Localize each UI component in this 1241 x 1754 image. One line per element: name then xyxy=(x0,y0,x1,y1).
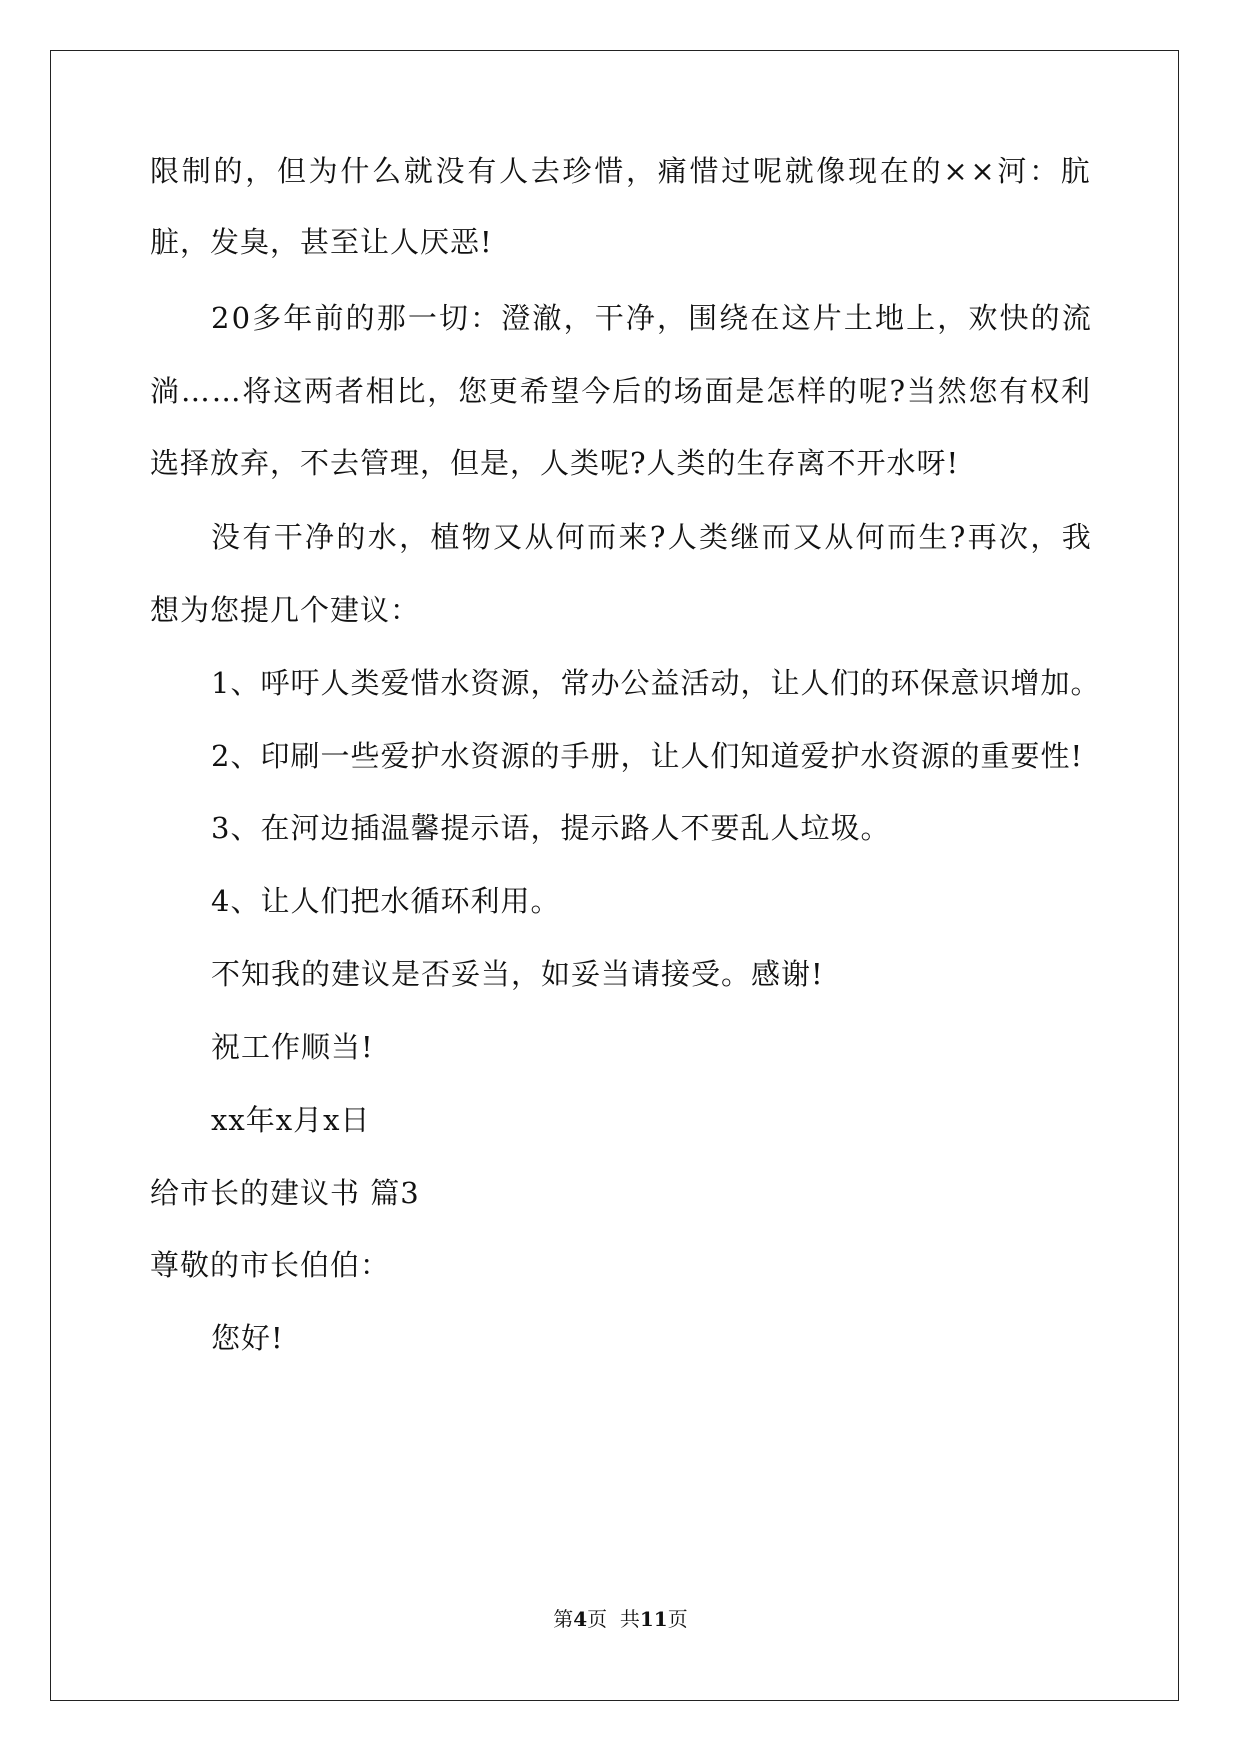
footer-current-page: 4 xyxy=(573,1607,588,1631)
body-line-7: 想为您提几个建议： xyxy=(150,593,421,627)
body-line-5: 选择放弃，不去管理，但是，人类呢?人类的生存离不开水呀! xyxy=(150,446,960,480)
body-line-1: 限 制 的 ， 但 为 什 么 就 没 有 人 去 珍 惜 ， 痛 惜 过 呢 就 像 现 在 的 × × 河 ： 肮 xyxy=(150,154,1090,188)
page-footer xyxy=(0,1606,1241,1632)
body-line-2: 脏，发臭，甚至让人厌恶! xyxy=(150,225,493,259)
body-line-12: 不知我的建议是否妥当，如妥当请接受。感谢! xyxy=(211,957,824,991)
greeting: 您好! xyxy=(211,1321,284,1355)
footer-total-pages: 11 xyxy=(639,1607,668,1631)
body-line-9: 2、印刷一些爱护水资源的手册，让人们知道爱护水资源的重要性! xyxy=(211,739,1084,773)
body-line-11: 4、让人们把水循环利用。 xyxy=(211,884,561,918)
body-line-3: 2 0 多 年 前 的 那 一 切 ： 澄 澈 ， 干 净 ， 围 绕 在 这 片 土 地 上 ， 欢 快 的 流 xyxy=(211,301,1091,335)
section-heading: 给市长的建议书 篇3 xyxy=(150,1176,420,1210)
date-line: xx年x月x日 xyxy=(211,1103,371,1137)
body-line-4: 淌 … … 将 这 两 者 相 比 ， 您 更 希 望 今 后 的 场 面 是 怎 样 的 呢 ? 当 然 您 有 权 利 xyxy=(150,374,1090,408)
body-line-10: 3、在河边插温馨提示语，提示路人不要乱人垃圾。 xyxy=(211,811,891,845)
footer-suffix: 页 xyxy=(667,1607,688,1631)
footer-mid: 页 共 xyxy=(587,1607,640,1631)
salutation: 尊敬的市长伯伯： xyxy=(150,1248,391,1282)
body-line-8: 1、呼吁人类爱惜水资源，常办公益活动，让人们的环保意识增加。 xyxy=(211,666,1101,700)
footer-prefix: 第 xyxy=(553,1607,574,1631)
body-line-6: 没 有 干 净 的 水 ， 植 物 又 从 何 而 来 ? 人 类 继 而 又 从 何 而 生 ? 再 次 ， 我 xyxy=(211,520,1091,554)
body-line-13: 祝工作顺当! xyxy=(211,1030,374,1064)
